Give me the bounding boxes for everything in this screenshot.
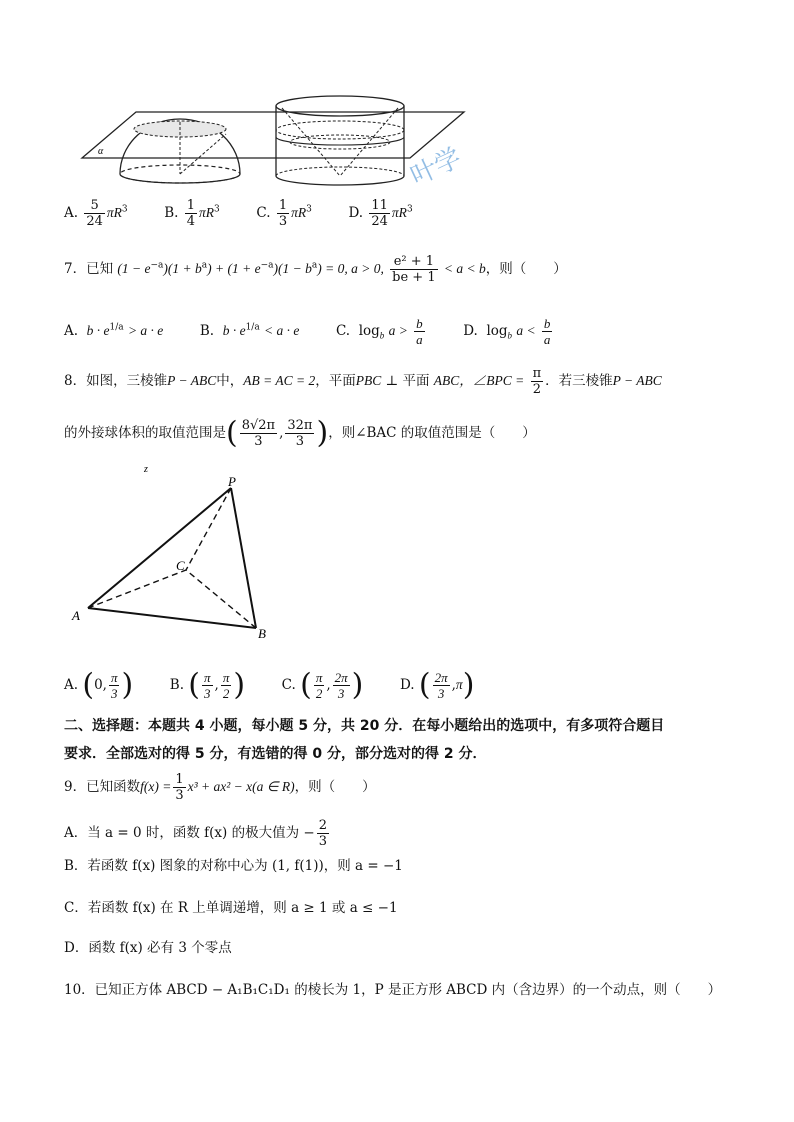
q7-opt-a: A. $b \cdot e^{1/a} > a \cdot e$ xyxy=(64,322,164,339)
section2-heading-line1: 二、选择题：本题共 4 小题，每小题 5 分，共 20 分．在每小题给出的选项中，有多项符合题目 xyxy=(64,718,665,734)
q6-options xyxy=(64,198,413,228)
q6-opt-b: B. $\frac{1}{4}$ $\pi R^3$ xyxy=(164,198,220,229)
label-stray: z xyxy=(144,464,148,475)
plane-alpha xyxy=(82,112,464,158)
plane-label: α xyxy=(98,146,104,157)
q8-opt-a: A. (0, $\frac{\pi}{3}$ ) xyxy=(64,667,134,703)
q9-opt-d: D．函数 f(x) 必有 3 个零点 xyxy=(64,940,232,956)
label-b: B xyxy=(258,626,266,641)
q6-opt-d: D. $\frac{11}{24}$ $\pi R^3$ xyxy=(348,198,413,229)
q9-stem: 9．已知函数f(x) = $\frac{1}{3}$ x³ + ax² − x(a ∈ R)，则（ ） xyxy=(64,772,376,803)
q7-opt-b: B. $b \cdot e^{1/a} < a \cdot e$ xyxy=(199,322,300,339)
q9-opt-c: C．若函数 f(x) 在 R 上单调递增，则 a ≥ 1 或 a ≤ −1 xyxy=(64,900,398,916)
q8-opt-c: C. ( $\frac{\pi}{2}$ , $\frac{2\pi}{3}$ ) xyxy=(281,667,364,703)
q7-opt-c: C. $\log_b a$ > $\frac{b}{a}$ xyxy=(335,316,423,347)
q6-figure xyxy=(78,92,498,192)
q9-opt-a: A．当 a = 0 时，函数 f(x) 的极大值为 − $\frac{2}{3}$ xyxy=(64,818,327,849)
q8-figure xyxy=(66,458,286,648)
q7-opt-d: D. $\log_b a$ < $\frac{b}{a}$ xyxy=(463,316,551,347)
q8-opt-d: D. ( $\frac{2\pi}{3}$ ,π) xyxy=(399,667,475,703)
q10-stem: 10．已知正方体 ABCD − A₁B₁C₁D₁ 的棱长为 1，P 是正方形 ABCD 内（含边界）的一个动点，则（ ） xyxy=(64,982,722,998)
q8-stem-line1: 8．如图，三棱锥P − ABC中，AB = AC = 2，平面PBC ⊥ 平面 ABC，∠BPC = $\frac{\pi}{2}$ ．若三棱锥P − ABC xyxy=(64,366,662,397)
q8-options xyxy=(64,667,475,703)
label-p: P xyxy=(228,474,236,489)
section2-heading-line2: 要求．全部选对的得 5 分，有选错的得 0 分，部分选对的得 2 分． xyxy=(64,746,487,762)
q8-stem-line2: 的外接球体积的取值范围是( $\frac{8√2\pi}{3}$ , $\frac{32\pi}{3}$ )，则∠BAC 的取值范围是（ ） xyxy=(64,415,536,451)
q9-opt-b: B．若函数 f(x) 图象的对称中心为 (1, f(1))，则 a = −1 xyxy=(64,858,403,874)
label-c: C xyxy=(176,558,185,573)
q8-opt-b: B. ( $\frac{\pi}{3}$ , $\frac{\pi}{2}$ ) xyxy=(169,667,246,703)
label-a: A xyxy=(72,608,80,623)
watermark: 叶学 xyxy=(406,142,466,192)
q7-options xyxy=(64,316,554,347)
q7-stem: 7．已知 $(1 - e^{-a})(1 + b^a) + (1 + e^{-a})(1 - b^a) = 0$, a > 0, $\frac{\text{e² + 1}}{be + 1}$ < a < b，则（ ） xyxy=(64,254,567,285)
q6-opt-c: C. $\frac{1}{3}$ $\pi R^3$ xyxy=(256,198,312,229)
q6-opt-a: A. $\frac{5}{24}$ $\pi R^3$ xyxy=(64,198,128,229)
